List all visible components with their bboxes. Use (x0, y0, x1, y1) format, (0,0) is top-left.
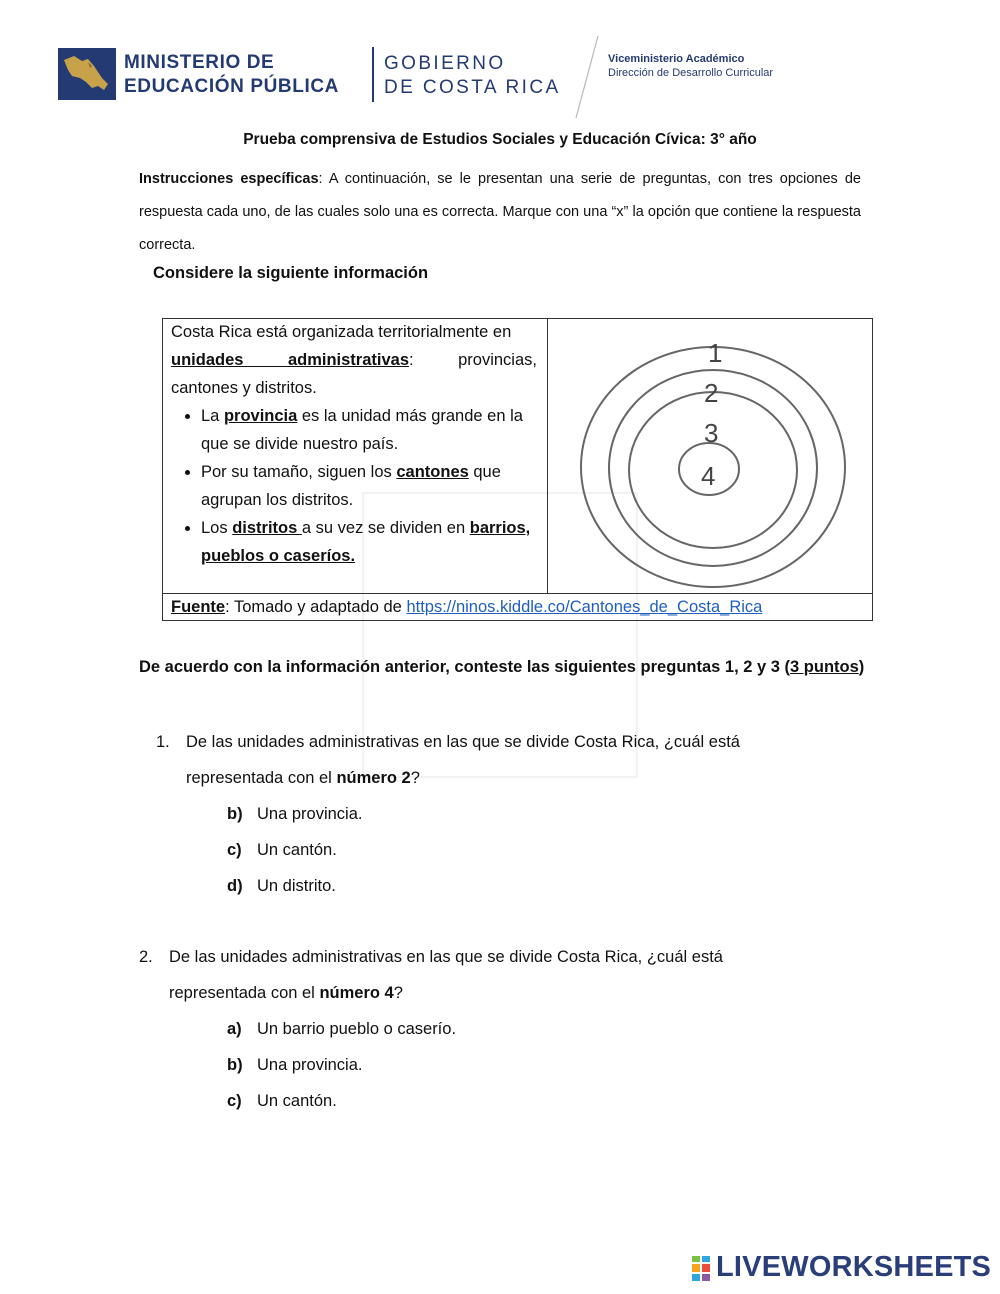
option[interactable]: b) Una provincia. (227, 805, 363, 823)
liveworksheets-icon (692, 1256, 712, 1282)
option[interactable]: c) Un cantón. (227, 1092, 337, 1110)
info-bullets (171, 402, 537, 570)
question-text: De las unidades administrativas en las que se divide Costa Rica, ¿cuál está (169, 948, 723, 966)
question-2-options (227, 1011, 456, 1119)
instructions (139, 163, 861, 262)
bullet-distritos: • Los distritos a su vez se dividen en barrios, pueblos o caseríos. (201, 514, 537, 570)
source-label: Fuente (171, 598, 226, 616)
points-label: 3 puntos (790, 658, 859, 676)
option[interactable]: c) Un cantón. (227, 841, 337, 859)
circle-label-3: 3 (704, 418, 719, 448)
circle-label-4: 4 (701, 461, 716, 491)
mep-logo (58, 48, 116, 100)
header-slash-divider (572, 34, 602, 120)
source-link[interactable]: https://ninos.kiddle.co/Cantones_de_Costa_Rica (406, 598, 763, 616)
question-1: 1. De las unidades administrativas en las que se divide Costa Rica, ¿cuál está representada con el número 2? (156, 724, 740, 796)
question-1-options (227, 796, 362, 904)
liveworksheets-logo: LIVEWORKSHEETS (716, 1251, 992, 1283)
question-2: 2. De las unidades administrativas en las que se divide Costa Rica, ¿cuál está representada con el número 4? (139, 939, 723, 1011)
info-intro-line2: unidades administrativas: provincias, (171, 351, 537, 369)
info-intro-line1: Costa Rica está organizada territorialmente en (171, 323, 512, 341)
bullet-provincia: • La provincia es la unidad más grande en la que se divide nuestro país. (201, 402, 537, 458)
instructions-text: : A continuación, se le presentan una serie de preguntas, con tres opciones de respuesta cada uno, de las cuales solo una es correcta. Marque con una “x” la opción que contiene la respuesta correcta. (139, 171, 862, 253)
option[interactable]: b) Una provincia. (227, 1056, 363, 1074)
header-divider (372, 47, 374, 102)
circle-label-1: 1 (708, 338, 723, 368)
question-number: 1. (156, 733, 170, 751)
ministry-name-line1: MINISTERIO DE (124, 52, 275, 73)
source-line: Fuente: Tomado y adaptado de https://ninos.kiddle.co/Cantones_de_Costa_Rica (171, 598, 763, 616)
ministry-name-line2: EDUCACIÓN PÚBLICA (124, 76, 339, 97)
units-term: unidades administrativas (171, 351, 409, 369)
option[interactable]: d) Un distrito. (227, 877, 336, 895)
instructions-label: Instrucciones específicas (139, 171, 319, 187)
info-intro-line3: cantones y distritos. (171, 379, 317, 397)
question-number: 2. (139, 948, 153, 966)
vice-ministry-subtitle: Dirección de Desarrollo Curricular (608, 67, 774, 79)
costa-rica-map-icon (58, 48, 116, 100)
info-text (171, 318, 537, 570)
question-text: De las unidades administrativas en las que se divide Costa Rica, ¿cuál está (186, 733, 740, 751)
consider-heading: Considere la siguiente información (153, 264, 429, 282)
bullet-cantones: • Por su tamaño, siguen los cantones que agrupan los distritos. (201, 458, 537, 514)
questions-intro: De acuerdo con la información anterior, conteste las siguientes preguntas 1, 2 y 3 (3 puntos) (139, 658, 865, 676)
concentric-circles-diagram (548, 319, 873, 593)
page-title: Prueba comprensiva de Estudios Sociales y Educación Cívica: 3° año (243, 131, 757, 148)
circle-label-2: 2 (704, 378, 719, 408)
government-line1: GOBIERNO (384, 53, 506, 74)
vice-ministry-title: Viceministerio Académico (608, 53, 745, 65)
government-line2: DE COSTA RICA (384, 77, 561, 98)
option[interactable]: a) Un barrio pueblo o caserío. (227, 1020, 457, 1038)
